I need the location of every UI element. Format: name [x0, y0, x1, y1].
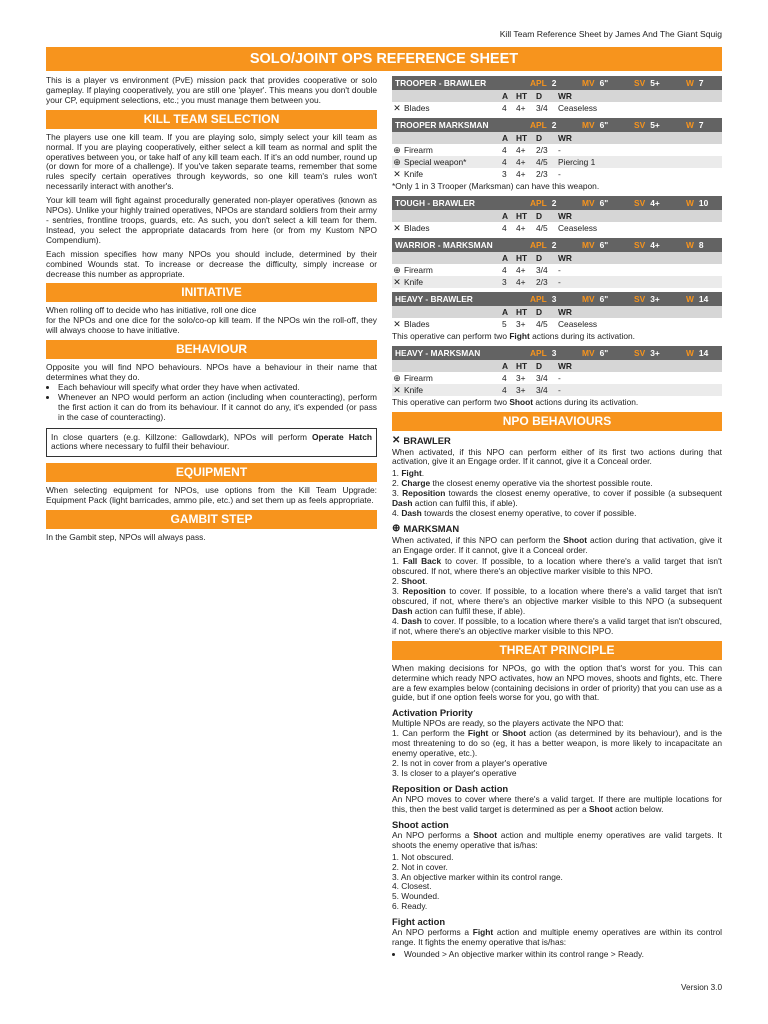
credit-line: Kill Team Reference Sheet by James And The Giant Squig: [499, 29, 722, 39]
crosshair-icon: ⊕: [392, 522, 401, 534]
weapon-table-header: [392, 210, 722, 222]
weapon-name: Knife: [404, 276, 424, 287]
shoot-priority-item: 6. Ready.: [392, 901, 428, 912]
weapon-attacks: 4: [502, 222, 507, 233]
page-title: SOLO/JOINT OPS REFERENCE SHEET: [46, 47, 722, 71]
crosshair-icon: ⊕: [393, 372, 401, 383]
stat-mv: [582, 346, 634, 360]
crosshair-icon: ⊕: [393, 145, 401, 155]
datacard-name: WARRIOR - MARKSMAN: [395, 239, 493, 250]
stat-sv: [634, 196, 686, 210]
crossed-blades-icon: ✕: [393, 169, 401, 179]
stat-value: 7: [698, 120, 704, 130]
stat-value: 3+: [650, 293, 660, 304]
crosshair-icon: ⊕: [393, 264, 401, 275]
weapon-damage: 2/3: [536, 169, 548, 179]
stat-value: 6": [599, 293, 609, 304]
stat-apl: [530, 76, 582, 90]
weapon-name: Knife: [404, 169, 424, 179]
datacard-name: HEAVY - MARKSMAN: [395, 347, 481, 358]
weapon-row: [392, 156, 722, 168]
reposition-heading: Reposition or Dash action: [392, 782, 509, 794]
activation-p1: Multiple NPOs are ready, so the players activate the NPO that:: [392, 718, 624, 729]
datacard: [392, 118, 722, 192]
col-wr: WR: [558, 91, 572, 101]
initiative-p2: for the NPOs and one dice for the solo/co-op kill team. If the NPOs win the roll-off, they will always choose to have initiative.: [46, 315, 377, 336]
weapon-attacks: 4: [502, 157, 507, 167]
npo-behaviours-heading: NPO BEHAVIOURS: [392, 412, 722, 431]
spacer: [402, 306, 502, 318]
weapon-table-header: [392, 306, 722, 318]
datacard-header: [392, 238, 722, 252]
crossed-blades-icon: ✕: [392, 434, 401, 446]
crossed-blades-icon: ✕: [393, 384, 401, 395]
col-d: D: [536, 210, 543, 221]
shoot-priority-item: 4. Closest.: [392, 881, 432, 892]
weapon-hit: 4+: [516, 276, 526, 287]
datacard-name: HEAVY - BRAWLER: [395, 293, 473, 304]
weapon-row: [392, 318, 722, 330]
stat-label: W: [686, 293, 694, 304]
brawler-step: 2. Charge the closest enemy operative via the shortest possible route.: [392, 478, 653, 489]
stat-value: 10: [698, 197, 709, 208]
datacard-name: TROOPER - BRAWLER: [395, 78, 487, 88]
behaviour-bullet: • Each behaviour will specify what order they have when activated.: [58, 383, 377, 393]
col-d: D: [536, 306, 543, 317]
spacer: [392, 132, 402, 144]
stat-value: 3: [551, 293, 557, 304]
weapon-damage: 3/4: [536, 103, 548, 113]
col-d: D: [536, 91, 543, 101]
stat-apl: [530, 292, 582, 306]
weapon-name: Firearm: [404, 145, 433, 155]
weapon-name: Firearm: [404, 264, 433, 275]
stat-label: APL: [530, 347, 547, 358]
version-label: Version 3.0: [681, 983, 722, 992]
weapon-table-header: [392, 90, 722, 102]
weapon-hit: 3+: [516, 384, 526, 395]
col-wr: WR: [558, 210, 572, 221]
stat-value: 2: [551, 197, 557, 208]
datacard: [392, 196, 722, 234]
stat-value: 2: [551, 239, 557, 250]
datacard: [392, 346, 722, 408]
behaviour-heading: BEHAVIOUR: [46, 340, 377, 359]
fight-priority-item: • Wounded > An objective marker within its control range > Ready.: [404, 950, 722, 960]
col-d: D: [536, 252, 543, 263]
weapon-damage: 3/4: [536, 264, 548, 275]
weapon-hit: 4+: [516, 145, 526, 155]
col-ht: HT: [516, 360, 528, 371]
stat-mv: [582, 76, 634, 90]
intro-paragraph: This is a player vs environment (PvE) mission pack that provides cooperative or solo gameplay. If playing cooperatively, you are still one 'player'. This means you don't double your CP, equipment selections, etc.; you must manage them between you.: [46, 75, 377, 105]
marksman-intro: When activated, if this NPO can perform the Shoot action during that activation, give it an Engage order. If it cannot, give it a Conceal order.: [392, 534, 722, 555]
datacard-name: TROOPER MARKSMAN: [395, 120, 489, 130]
weapon-attacks: 3: [502, 276, 507, 287]
stat-label: SV: [634, 347, 646, 358]
stat-w: [686, 196, 722, 210]
weapon-damage: 4/5: [536, 222, 548, 233]
stat-apl: [530, 346, 582, 360]
stat-value: 5+: [650, 78, 660, 88]
weapon-rules: -: [558, 384, 561, 395]
datacard-note: *Only 1 in 3 Trooper (Marksman) can have this weapon.: [392, 181, 600, 191]
shoot-priority-list: [392, 853, 722, 912]
stat-apl: [530, 238, 582, 252]
spacer: [402, 132, 502, 144]
weapon-attacks: 3: [502, 169, 507, 179]
equipment-heading: EQUIPMENT: [46, 463, 377, 482]
reposition-text: An NPO moves to cover where there's a valid target. If there are multiple locations for this, then the best valid target is determined as per a Shoot action below.: [392, 793, 722, 814]
crosshair-icon: ⊕: [393, 157, 401, 167]
equipment-p1: When selecting equipment for NPOs, use options from the Kill Team Upgrade: Equipment Pack (light barricades, ammo pile, etc.) and set them up as feels appropriate.: [46, 485, 377, 506]
weapon-rules: -: [558, 264, 561, 275]
datacard-header: [392, 196, 722, 210]
behaviour-list: [46, 383, 377, 423]
kill-team-selection-p3: Each mission specifies how many NPOs you should include, determined by their combined Wounds stat. To increase or decrease the difficulty, simply increase or decrease this number as appropriate.: [46, 248, 377, 279]
col-wr: WR: [558, 360, 572, 371]
stat-w: [686, 292, 722, 306]
shoot-action-heading: Shoot action: [392, 818, 449, 830]
weapon-row: [392, 102, 722, 114]
stat-mv: [582, 196, 634, 210]
stat-label: W: [686, 239, 694, 250]
kill-team-selection-p2: Your kill team will fight against procedurally generated non-player operatives (known as NPOs). Unlike your highly trained operatives, NPOs are standard soldiers from their army - sentries, frontline troops, guards, etc. As such, you don't select a kill team for them. Instead, you select the appropriate datacards from here (or from my Kustom NPO Compendium).: [46, 195, 377, 245]
activation-priority-heading: Activation Priority: [392, 707, 473, 719]
weapon-rules: Ceaseless: [558, 318, 598, 329]
stat-label: SV: [634, 120, 646, 130]
brawler-intro: When activated, if this NPO can perform either of its first two actions during that activation, give it an Engage order. If it cannot, give it a Conceal order.: [392, 446, 722, 467]
col-ht: HT: [516, 210, 528, 221]
threat-intro: When making decisions for NPOs, go with the option that's worst for you. This can determine which ready NPO activates, how an NPO moves, shoots and fights, etc. There are a few examples below (containing decisions in order of priority) that you can use as a guide, but if one option feels worse for you, go with that.: [392, 662, 722, 703]
stat-apl: [530, 196, 582, 210]
spacer: [392, 252, 402, 264]
col-ht: HT: [516, 91, 528, 101]
marksman-step: 1. Fall Back to cover. If possible, to a location where there's a valid target that isn't obscured. If not, where there's an objective marker visible to this NPO.: [392, 556, 722, 577]
activation-item: 2. Is not in cover from a player's operative: [392, 758, 548, 769]
stat-apl: [530, 118, 582, 132]
stat-value: 6": [599, 78, 609, 88]
weapon-rules: -: [558, 372, 561, 383]
stat-value: 5+: [650, 120, 660, 130]
shoot-priority-item: 5. Wounded.: [392, 891, 440, 902]
stat-label: W: [686, 347, 694, 358]
weapon-rules: Ceaseless: [558, 222, 598, 233]
weapon-name: Blades: [404, 222, 430, 233]
weapon-attacks: 4: [502, 384, 507, 395]
left-column: [46, 76, 377, 547]
stat-mv: [582, 238, 634, 252]
stat-sv: [634, 118, 686, 132]
close-quarters-note: [46, 428, 377, 458]
threat-principle-heading: THREAT PRINCIPLE: [392, 641, 722, 660]
weapon-damage: 3/4: [536, 372, 548, 383]
col-a: A: [502, 360, 509, 371]
weapon-hit: 4+: [516, 169, 526, 179]
col-a: A: [502, 252, 509, 263]
datacard-header: [392, 118, 722, 132]
marksman-heading: ⊕ MARKSMAN: [392, 522, 460, 535]
weapon-rules: -: [558, 276, 561, 287]
crossed-blades-icon: ✕: [393, 222, 401, 233]
stat-value: 6": [599, 120, 609, 130]
weapon-attacks: 4: [502, 372, 507, 383]
stat-label: APL: [530, 239, 547, 250]
weapon-name: Blades: [404, 318, 430, 329]
stat-w: [686, 76, 722, 90]
weapon-name: Blades: [404, 103, 430, 113]
stat-sv: [634, 292, 686, 306]
weapon-table-header: [392, 132, 722, 144]
col-wr: WR: [558, 252, 572, 263]
weapon-rules: -: [558, 169, 561, 179]
col-a: A: [502, 133, 509, 143]
col-ht: HT: [516, 252, 528, 263]
gambit-p1: In the Gambit step, NPOs will always pass.: [46, 532, 206, 543]
weapon-row: [392, 384, 722, 396]
stat-label: MV: [582, 347, 595, 358]
datacards: [392, 76, 722, 408]
datacard-name: TOUGH - BRAWLER: [395, 197, 475, 208]
marksman-step: 4. Dash to cover. If possible, to a location where there's a valid target that isn't obscured, if not, where there's an objective marker visible to this NPO.: [392, 615, 723, 636]
brawler-steps: [392, 469, 722, 519]
col-a: A: [502, 210, 509, 221]
gambit-heading: GAMBIT STEP: [46, 510, 377, 529]
weapon-table-header: [392, 360, 722, 372]
datacard: [392, 76, 722, 114]
fight-action-heading: Fight action: [392, 916, 446, 928]
weapon-attacks: 5: [502, 318, 507, 329]
shoot-priority-item: 1. Not obscured.: [392, 851, 454, 862]
stat-label: W: [686, 120, 694, 130]
marksman-steps: [392, 557, 722, 636]
stat-label: SV: [634, 239, 646, 250]
activation-item: 3. Is closer to a player's operative: [392, 767, 517, 778]
datacard-header: [392, 292, 722, 306]
crossed-blades-icon: ✕: [393, 103, 401, 113]
marksman-step: 3. Reposition to cover. If possible, to a location where there's a valid target that isn't obscured, if not, where there's an objective marker visible to this NPO (a subsequent Dash action can fulfil these, if able).: [392, 586, 722, 616]
crossed-blades-icon: ✕: [393, 276, 401, 287]
stat-mv: [582, 292, 634, 306]
stat-label: APL: [530, 120, 547, 130]
stat-label: MV: [582, 120, 595, 130]
kill-team-selection-heading: KILL TEAM SELECTION: [46, 110, 377, 129]
shoot-priority-item: 3. An objective marker within its control range.: [392, 871, 563, 882]
close-quarters-text: In close quarters (e.g. Killzone: Gallowdark), NPOs will perform Operate Hatch actions where necessary to fulfil their behaviour.: [51, 431, 372, 452]
stat-sv: [634, 238, 686, 252]
activation-item: 1. Can perform the Fight or Shoot action (as determined by its behaviour), and is the most threatening to do so (eg, it has a better weapon, is more likely to incapacitate an enemy operative, etc.).: [392, 728, 723, 759]
weapon-name: Knife: [404, 384, 424, 395]
stat-label: SV: [634, 197, 646, 208]
stat-label: MV: [582, 239, 595, 250]
stat-value: 6": [599, 239, 609, 250]
stat-w: [686, 118, 722, 132]
stat-value: 7: [698, 78, 704, 88]
stat-label: SV: [634, 78, 646, 88]
shoot-action-text: An NPO performs a Shoot action and multiple enemy operatives are valid targets. It shoots the enemy operative that is/has:: [392, 829, 722, 850]
stat-value: 2: [551, 78, 557, 88]
initiative-heading: INITIATIVE: [46, 283, 377, 302]
stat-label: MV: [582, 78, 595, 88]
datacard: [392, 292, 722, 342]
weapon-row: [392, 372, 722, 384]
col-ht: HT: [516, 306, 528, 317]
spacer: [402, 210, 502, 222]
stat-label: MV: [582, 293, 595, 304]
stat-value: 4+: [650, 239, 660, 250]
weapon-name: Special weapon*: [404, 157, 467, 167]
kill-team-selection-p1: The players use one kill team. If you are playing solo, simply select your kill team as normal. If you are playing cooperatively, either select a kill team as normal and split the operatives between you, or take half of any kill team each. If it's an odd number, round up (or down for more of a challenge). If you've taken separate teams, remember that some rules specify certain operatives through keywords, so one kill team's rules won't necessarily interact with another's.: [46, 131, 377, 192]
spacer: [392, 90, 402, 102]
stat-value: 2: [551, 120, 557, 130]
stat-value: 6": [599, 347, 609, 358]
stat-label: SV: [634, 293, 646, 304]
fight-priority-list: [392, 950, 722, 960]
right-column: [392, 76, 722, 964]
weapon-table-header: [392, 252, 722, 264]
stat-w: [686, 238, 722, 252]
behaviour-bullet: • Whenever an NPO would perform an action (including when counteracting), perform the first action it can do from its behaviour. If it cannot do any, it's expended (or pass in the case of counteracting).: [58, 393, 377, 423]
col-ht: HT: [516, 133, 528, 143]
datacard-header: [392, 76, 722, 90]
behaviour-p1: Opposite you will find NPO behaviours. NPOs have a behaviour in their name that determines what they do.: [46, 362, 377, 383]
stat-sv: [634, 76, 686, 90]
weapon-hit: 4+: [516, 222, 526, 233]
fight-action-text: An NPO performs a Fight action and multiple enemy operatives are within its control range. It fights the enemy operative that is/has:: [392, 927, 722, 948]
weapon-row: [392, 276, 722, 288]
spacer: [392, 306, 402, 318]
datacard-note: This operative can perform two Fight actions during its activation.: [392, 330, 635, 341]
stat-label: W: [686, 78, 694, 88]
weapon-damage: 4/5: [536, 157, 548, 167]
weapon-damage: 4/5: [536, 318, 548, 329]
stat-value: 6": [599, 197, 609, 208]
weapon-hit: 4+: [516, 103, 526, 113]
stat-value: 3+: [650, 347, 660, 358]
spacer: [402, 360, 502, 372]
stat-w: [686, 346, 722, 360]
col-wr: WR: [558, 306, 572, 317]
brawler-step: 4. Dash towards the closest enemy operative, to cover if possible.: [392, 507, 637, 518]
stat-sv: [634, 346, 686, 360]
stat-value: 8: [698, 239, 704, 250]
col-a: A: [502, 306, 509, 317]
weapon-row: [392, 264, 722, 276]
weapon-hit: 4+: [516, 264, 526, 275]
spacer: [402, 252, 502, 264]
col-a: A: [502, 91, 509, 101]
weapon-damage: 2/3: [536, 145, 548, 155]
weapon-hit: 3+: [516, 318, 526, 329]
weapon-attacks: 4: [502, 103, 507, 113]
weapon-attacks: 4: [502, 145, 507, 155]
crossed-blades-icon: ✕: [393, 318, 401, 329]
weapon-damage: 2/3: [536, 276, 548, 287]
datacard-note: This operative can perform two Shoot actions during its activation.: [392, 396, 639, 407]
spacer: [402, 90, 502, 102]
brawler-step: 1. Fight.: [392, 468, 425, 479]
stat-value: 4+: [650, 197, 660, 208]
activation-list: [392, 729, 722, 779]
stat-label: APL: [530, 78, 547, 88]
shoot-priority-item: 2. Not in cover.: [392, 861, 448, 872]
weapon-hit: 3+: [516, 372, 526, 383]
weapon-name: Firearm: [404, 372, 433, 383]
spacer: [392, 210, 402, 222]
stat-label: MV: [582, 197, 595, 208]
weapon-attacks: 4: [502, 264, 507, 275]
datacard: [392, 238, 722, 288]
stat-label: APL: [530, 197, 547, 208]
weapon-row: [392, 222, 722, 234]
stat-value: 14: [698, 293, 709, 304]
spacer: [392, 360, 402, 372]
col-wr: WR: [558, 133, 572, 143]
weapon-rules: -: [558, 145, 561, 155]
stat-value: 14: [698, 347, 709, 358]
marksman-step: 2. Shoot.: [392, 576, 428, 587]
col-d: D: [536, 360, 543, 371]
weapon-row: [392, 168, 722, 180]
stat-value: 3: [551, 347, 557, 358]
col-d: D: [536, 133, 543, 143]
brawler-heading: ✕ BRAWLER: [392, 434, 451, 447]
initiative-p1: When rolling off to decide who has initiative, roll one dice: [46, 305, 257, 316]
weapon-hit: 4+: [516, 157, 526, 167]
weapon-damage: 3/4: [536, 384, 548, 395]
weapon-row: [392, 144, 722, 156]
stat-mv: [582, 118, 634, 132]
stat-label: W: [686, 197, 694, 208]
brawler-step: 3. Reposition towards the closest enemy operative, to cover if possible (a subsequent Dash action can fulfil this, if able).: [392, 488, 722, 509]
weapon-rules: Ceaseless: [558, 103, 598, 113]
stat-label: APL: [530, 293, 547, 304]
weapon-rules: Piercing 1: [558, 157, 596, 167]
datacard-header: [392, 346, 722, 360]
